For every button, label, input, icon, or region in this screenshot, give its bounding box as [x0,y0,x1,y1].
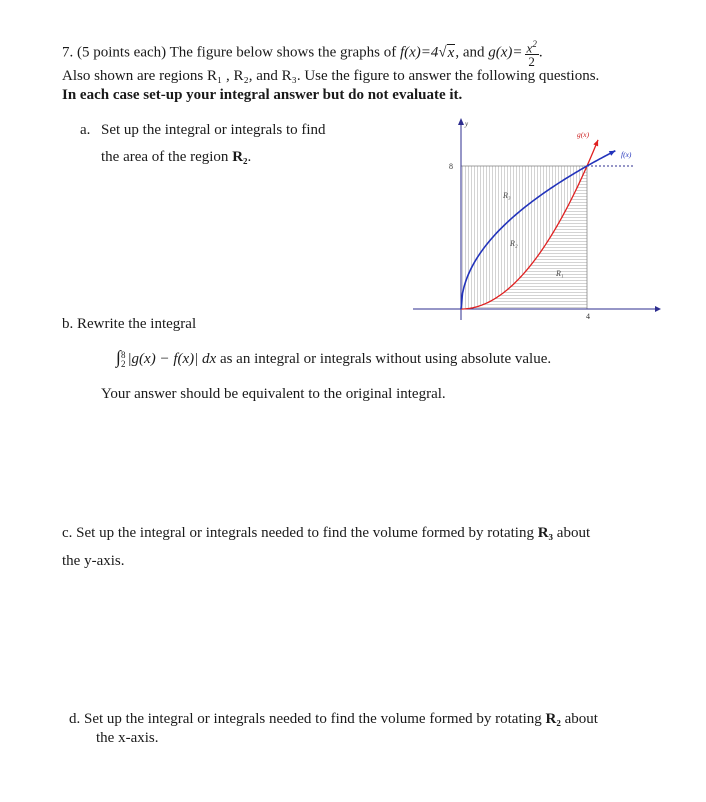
problem-intro [62,38,543,68]
integral-sign: ∫ [116,347,121,367]
part-a-line-1: Set up the integral or integrals to find [101,122,326,138]
g-numerator: x [526,40,533,56]
g-denominator: 2 [528,54,535,70]
integrand: |g(x) − f(x)| dx [127,351,217,367]
integral-limits [121,351,126,369]
part-a-text: the area of the region [101,149,233,165]
part-a-region: R₂ [232,149,248,165]
upper-limit: 8 [120,349,126,360]
part-c-line-1 [62,525,590,542]
part-c-region: R₃ [537,525,554,541]
part-b-line-3: Your answer should be equivalent to the original integral. [101,386,446,402]
part-c-line-2: the y-axis. [62,553,125,569]
y-axis-arrow [458,118,464,125]
part-b-line-1: b. Rewrite the integral [62,316,197,332]
intro-text: 7. (5 points each) The figure below shows the graphs of [62,44,400,61]
region-r3-label: R₃ [503,191,511,200]
x-axis-arrow [655,306,661,312]
y-axis-label: y [465,120,469,128]
part-d-region: R₂ [545,711,561,727]
problem-line-2: Also shown are regions R₁ , R₂, and R₃. Use the figure to answer the following questions. [62,68,600,84]
g-curve-label: g(x) [577,130,590,139]
sqrt-sign: √ [438,44,447,61]
f-curve-label: f(x) [621,150,632,159]
part-c-end: about [553,525,591,541]
part-d-line-1 [69,711,598,728]
y-tick-label: 8 [449,162,453,171]
f-definition-lhs: f(x)=4 [399,44,439,61]
g-definition-end: . [538,44,543,61]
g-definition-lhs: g(x)= [488,44,523,61]
part-a-label: a. [80,122,91,138]
x-tick-label: 4 [586,312,590,321]
part-d-end: about [560,711,598,727]
part-b-integral [116,347,551,369]
part-d-text: d. Set up the integral or integrals needed to find the volume formed by rotating [69,711,546,727]
lower-limit: 2 [120,358,126,369]
part-a-line-2 [101,149,251,166]
part-c-text: c. Set up the integral or integrals needed to find the volume formed by rotating [62,525,538,541]
g-fraction [525,38,539,68]
part-a-end: . [247,149,252,165]
region-graph [405,115,665,325]
definition-separator: , and [455,44,489,61]
part-b-line-2: as an integral or integrals without using absolute value. [216,351,552,367]
f-definition-radicand: x [447,44,455,61]
region-r2-label: R₂ [510,239,518,248]
problem-instructions: In each case set-up your integral answer but do not evaluate it. [62,87,463,103]
region-r1-label: R₁ [556,269,564,278]
g-numerator-exponent: 2 [532,39,537,49]
part-d-line-2: the x-axis. [96,730,159,746]
